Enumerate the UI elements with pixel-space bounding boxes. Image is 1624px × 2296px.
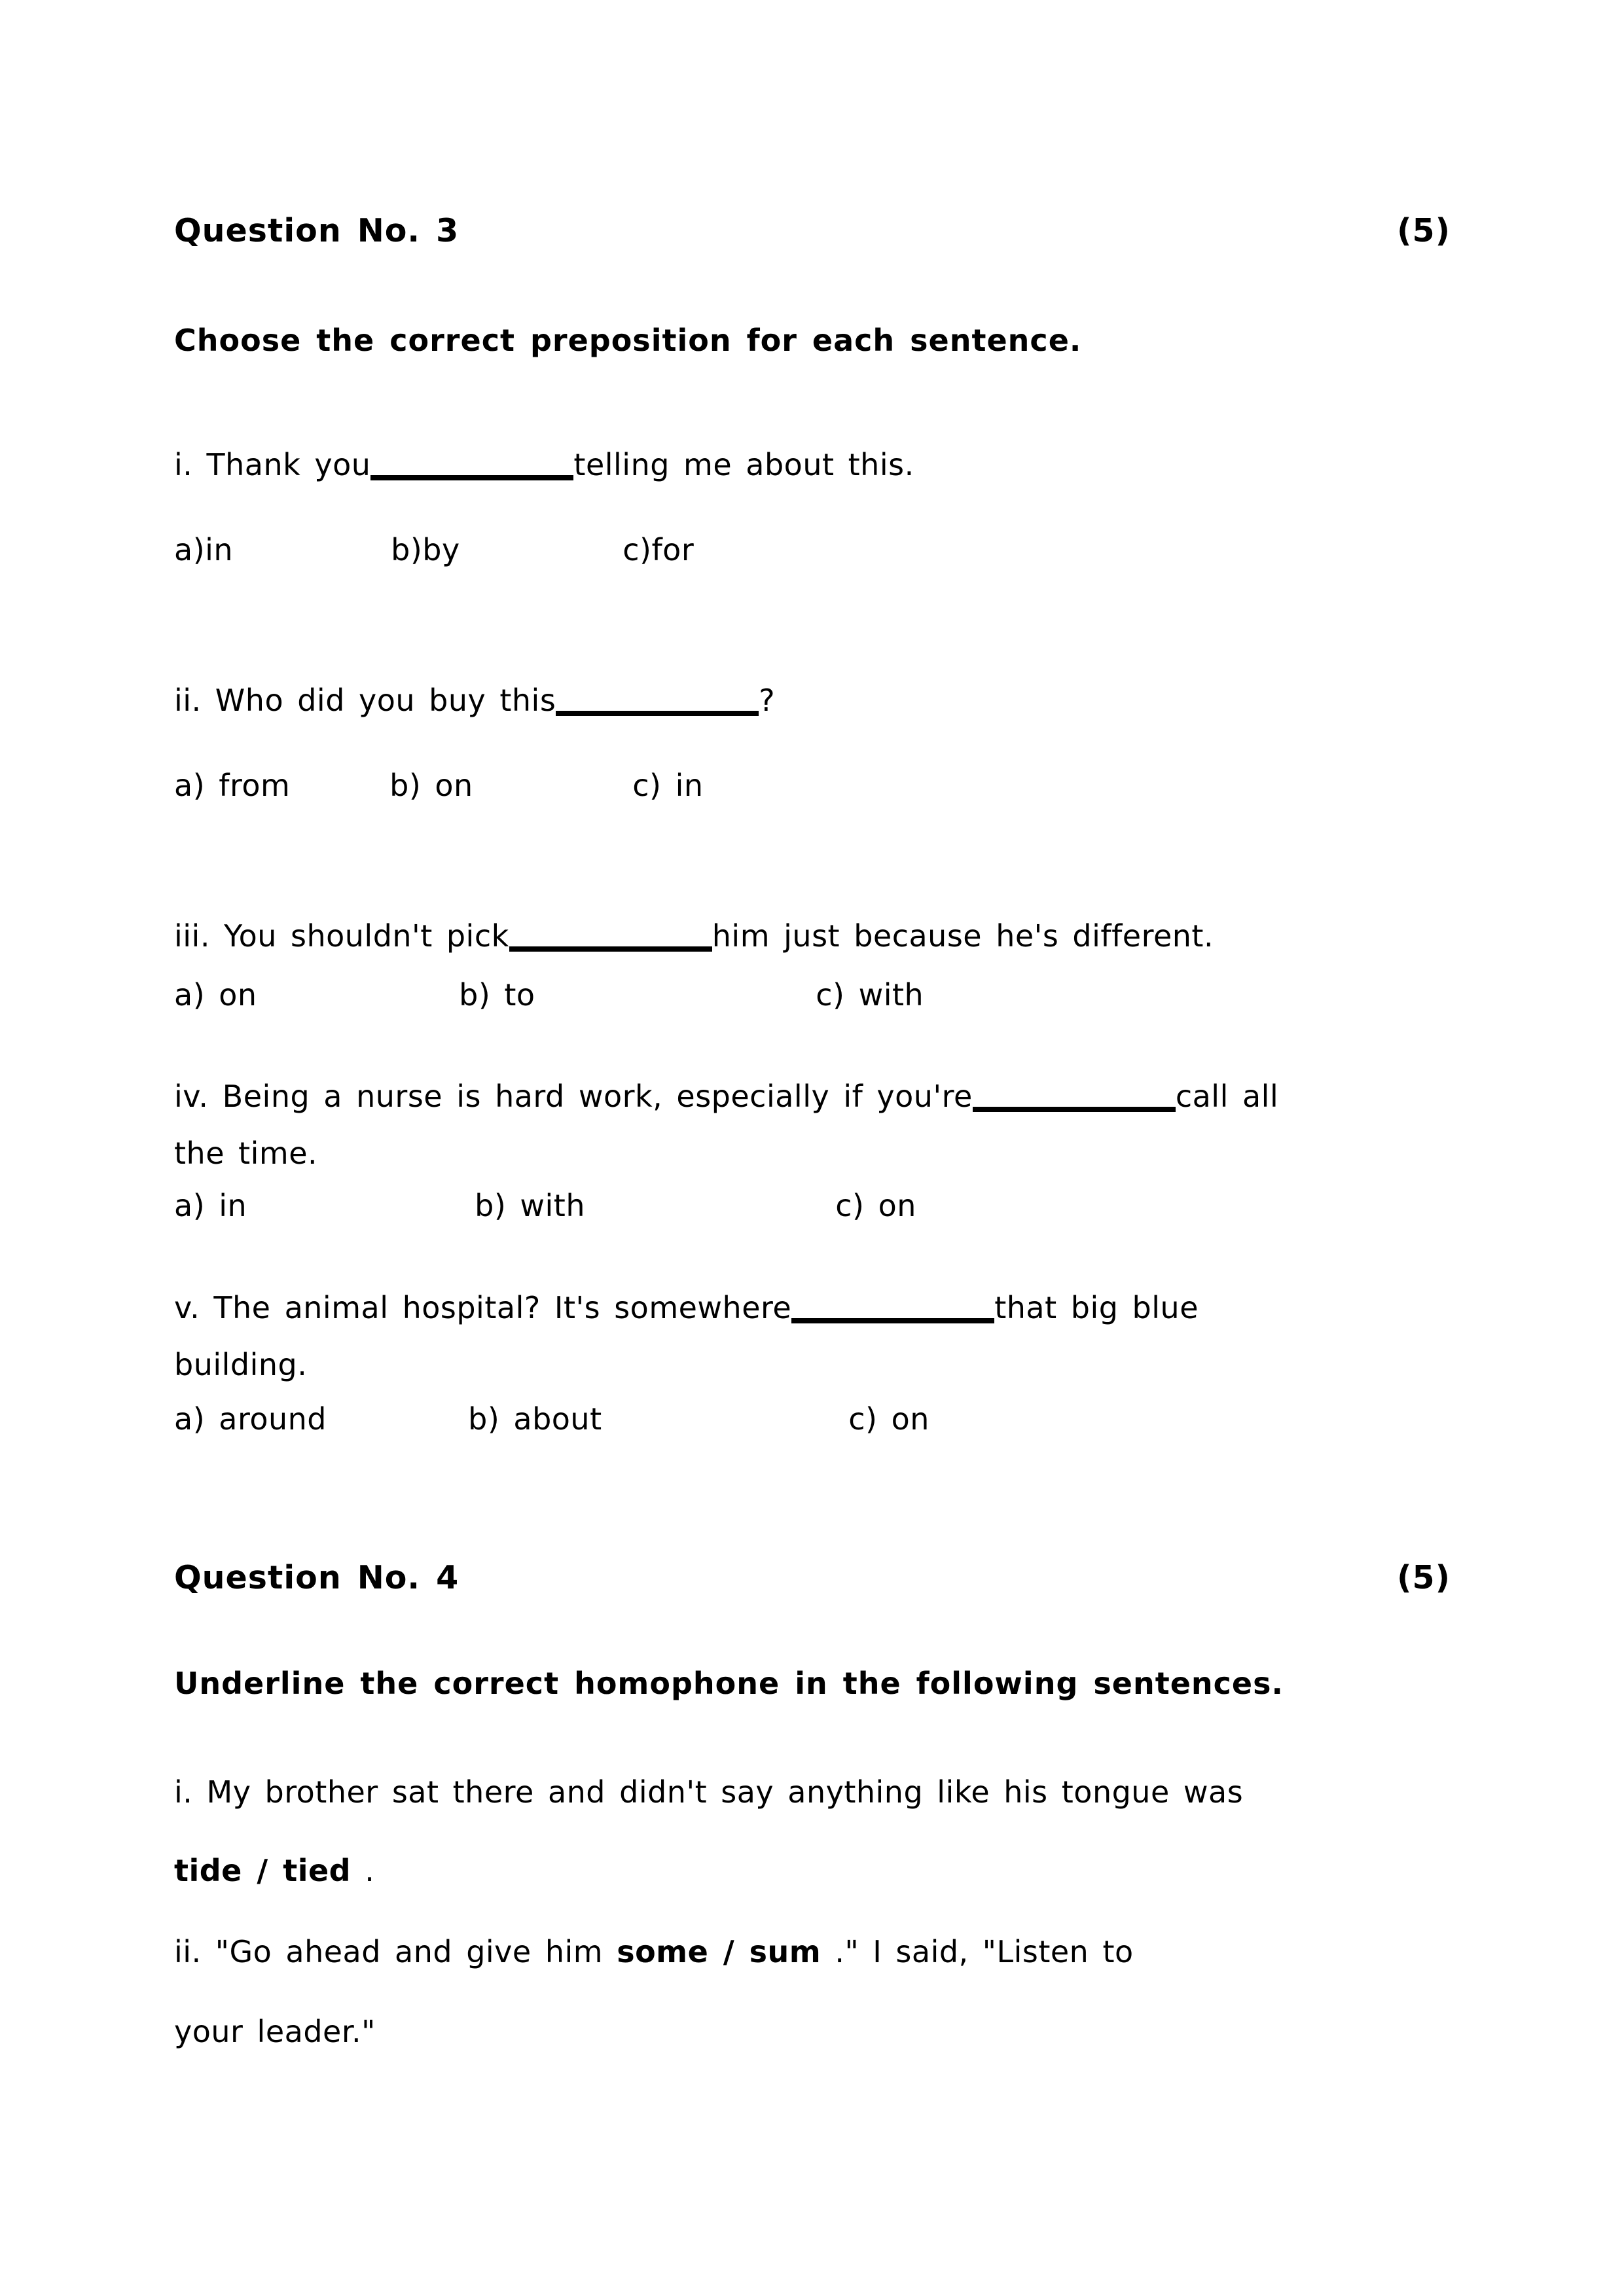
- sentence-text: telling me about this.: [573, 447, 914, 482]
- homophone-pair: tide / tied: [174, 1853, 352, 1888]
- sentence-text: ii. "Go ahead and give him: [174, 1934, 617, 1969]
- sentence-text: v. The animal hospital? It's somewhere: [174, 1290, 792, 1325]
- sentence-text: call all: [1175, 1079, 1279, 1114]
- option-a: a) from: [174, 768, 291, 803]
- q3-item-iv-options: [174, 1187, 1451, 1225]
- sentence-text: ." I said, "Listen to: [821, 1934, 1134, 1969]
- q4-item-ii-sentence-line2: your leader.": [174, 2014, 376, 2049]
- sentence-text: .: [351, 1853, 375, 1888]
- q3-item-iv-sentence-line2: the time.: [174, 1136, 318, 1171]
- q3-item-i-options: [174, 531, 1451, 569]
- question-4-header: [174, 1558, 1451, 1598]
- homophone-pair: some / sum: [617, 1934, 821, 1969]
- sentence-text: him just because he's different.: [712, 918, 1214, 954]
- option-a: a) in: [174, 1188, 247, 1223]
- question-3-header: [174, 211, 1451, 251]
- q3-item-ii-options: [174, 767, 1451, 805]
- answer-blank: [509, 930, 712, 952]
- option-c: c)for: [623, 532, 695, 567]
- q4-item-i-homophones: [174, 1852, 1451, 1890]
- option-b: b)by: [391, 532, 460, 567]
- q3-item-iii-sentence: [174, 918, 1451, 956]
- option-b: b) to: [459, 977, 535, 1013]
- q3-item-ii-sentence: [174, 682, 1451, 720]
- sentence-text: ?: [759, 683, 776, 718]
- answer-blank: [370, 459, 573, 480]
- q4-item-ii-sentence: [174, 1933, 1451, 1971]
- q3-item-iv-sentence: [174, 1078, 1451, 1116]
- sentence-text: iii. You shouldn't pick: [174, 918, 509, 954]
- q3-item-v-sentence: [174, 1289, 1451, 1327]
- option-b: b) about: [468, 1401, 602, 1437]
- question-3-marks: (5): [1397, 212, 1451, 249]
- answer-blank: [973, 1090, 1176, 1112]
- option-a: a) around: [174, 1401, 327, 1437]
- option-b: b) on: [389, 768, 473, 803]
- sentence-text: ii. Who did you buy this: [174, 683, 556, 718]
- option-b: b) with: [475, 1188, 585, 1223]
- question-4-instruction: Underline the correct homophone in the following sentences.: [174, 1666, 1284, 1701]
- option-a: a) on: [174, 977, 257, 1013]
- question-4-title: Question No. 4: [174, 1559, 460, 1596]
- q3-item-v-options: [174, 1401, 1451, 1439]
- question-3-title: Question No. 3: [174, 212, 460, 249]
- q3-item-i-sentence: [174, 446, 1451, 484]
- q3-item-iii-options: [174, 977, 1451, 1014]
- option-c: c) on: [835, 1188, 916, 1223]
- option-c: c) in: [632, 768, 704, 803]
- answer-blank: [556, 694, 759, 716]
- q4-item-i-sentence: i. My brother sat there and didn't say anything like his tongue was: [174, 1774, 1244, 1810]
- option-c: c) with: [816, 977, 924, 1013]
- question-4-marks: (5): [1397, 1559, 1451, 1596]
- q3-item-v-sentence-line2: building.: [174, 1347, 308, 1382]
- question-3-instruction: Choose the correct preposition for each sentence.: [174, 323, 1082, 358]
- option-c: c) on: [848, 1401, 929, 1437]
- sentence-text: iv. Being a nurse is hard work, especially if you're: [174, 1079, 973, 1114]
- option-a: a)in: [174, 532, 234, 567]
- answer-blank: [791, 1302, 994, 1323]
- sentence-text: i. Thank you: [174, 447, 371, 482]
- sentence-text: that big blue: [994, 1290, 1199, 1325]
